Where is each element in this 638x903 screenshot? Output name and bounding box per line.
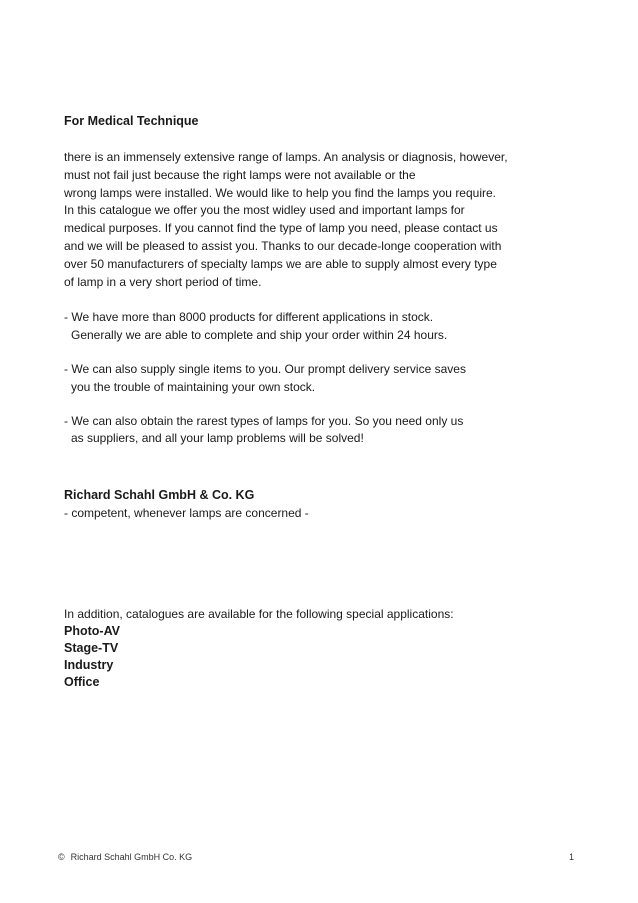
catalogues-block: [64, 605, 534, 691]
main-content: [64, 113, 534, 464]
company-tagline: - competent, whenever lamps are concerned -: [64, 506, 309, 520]
company-name: Richard Schahl GmbH & Co. KG: [64, 488, 255, 502]
bullet-first-line: - We can also supply single items to you. Our prompt delivery service saves: [64, 361, 466, 376]
intro-line: over 50 manufacturers of specialty lamps we are able to supply almost every type: [64, 256, 497, 271]
intro-line: In this catalogue we offer you the most widley used and important lamps for: [64, 203, 465, 218]
catalogues-intro: In addition, catalogues are available for the following special applications:: [64, 607, 454, 621]
catalogue-item-office: Office: [64, 675, 100, 689]
intro-line: medical purposes. If you cannot find the type of lamp you need, please contact us: [64, 221, 498, 236]
intro-paragraph: [64, 149, 534, 291]
intro-line: wrong lamps were installed. We would like to help you find the lamps you require.: [64, 185, 496, 200]
intro-line: there is an immensely extensive range of lamps. An analysis or diagnosis, however,: [64, 150, 508, 164]
bullet-second-line: Generally we are able to complete and ship your order within 24 hours.: [71, 328, 448, 343]
bullet-item: [64, 413, 534, 449]
catalogue-item-photo-av: Photo-AV: [64, 624, 121, 638]
page-number: 1: [568, 852, 574, 862]
bullet-second-line: you the trouble of maintaining your own stock.: [71, 379, 316, 394]
copyright-icon: ©: [58, 852, 65, 862]
footer-company: Richard Schahl GmbH Co. KG: [70, 852, 193, 862]
catalogue-item-industry: Industry: [64, 658, 114, 672]
catalogue-item-stage-tv: Stage-TV: [64, 641, 119, 655]
intro-line: of lamp in a very short period of time.: [64, 274, 262, 289]
company-block: [64, 486, 534, 522]
section-title: For Medical Technique: [64, 114, 199, 128]
intro-line: must not fail just because the right lamps were not available or the: [64, 167, 416, 182]
bullet-second-line: as suppliers, and all your lamp problems will be solved!: [71, 431, 364, 446]
bullet-item: [64, 361, 534, 397]
bullet-first-line: - We can also obtain the rarest types of lamps for you. So you need only us: [64, 413, 464, 428]
bullet-item: [64, 309, 534, 345]
bullet-first-line: - We have more than 8000 products for different applications in stock.: [64, 310, 434, 325]
intro-line: and we will be pleased to assist you. Thanks to our decade-longe cooperation with: [64, 238, 502, 253]
footer-copyright: [58, 851, 192, 863]
bullet-list: [64, 309, 534, 448]
